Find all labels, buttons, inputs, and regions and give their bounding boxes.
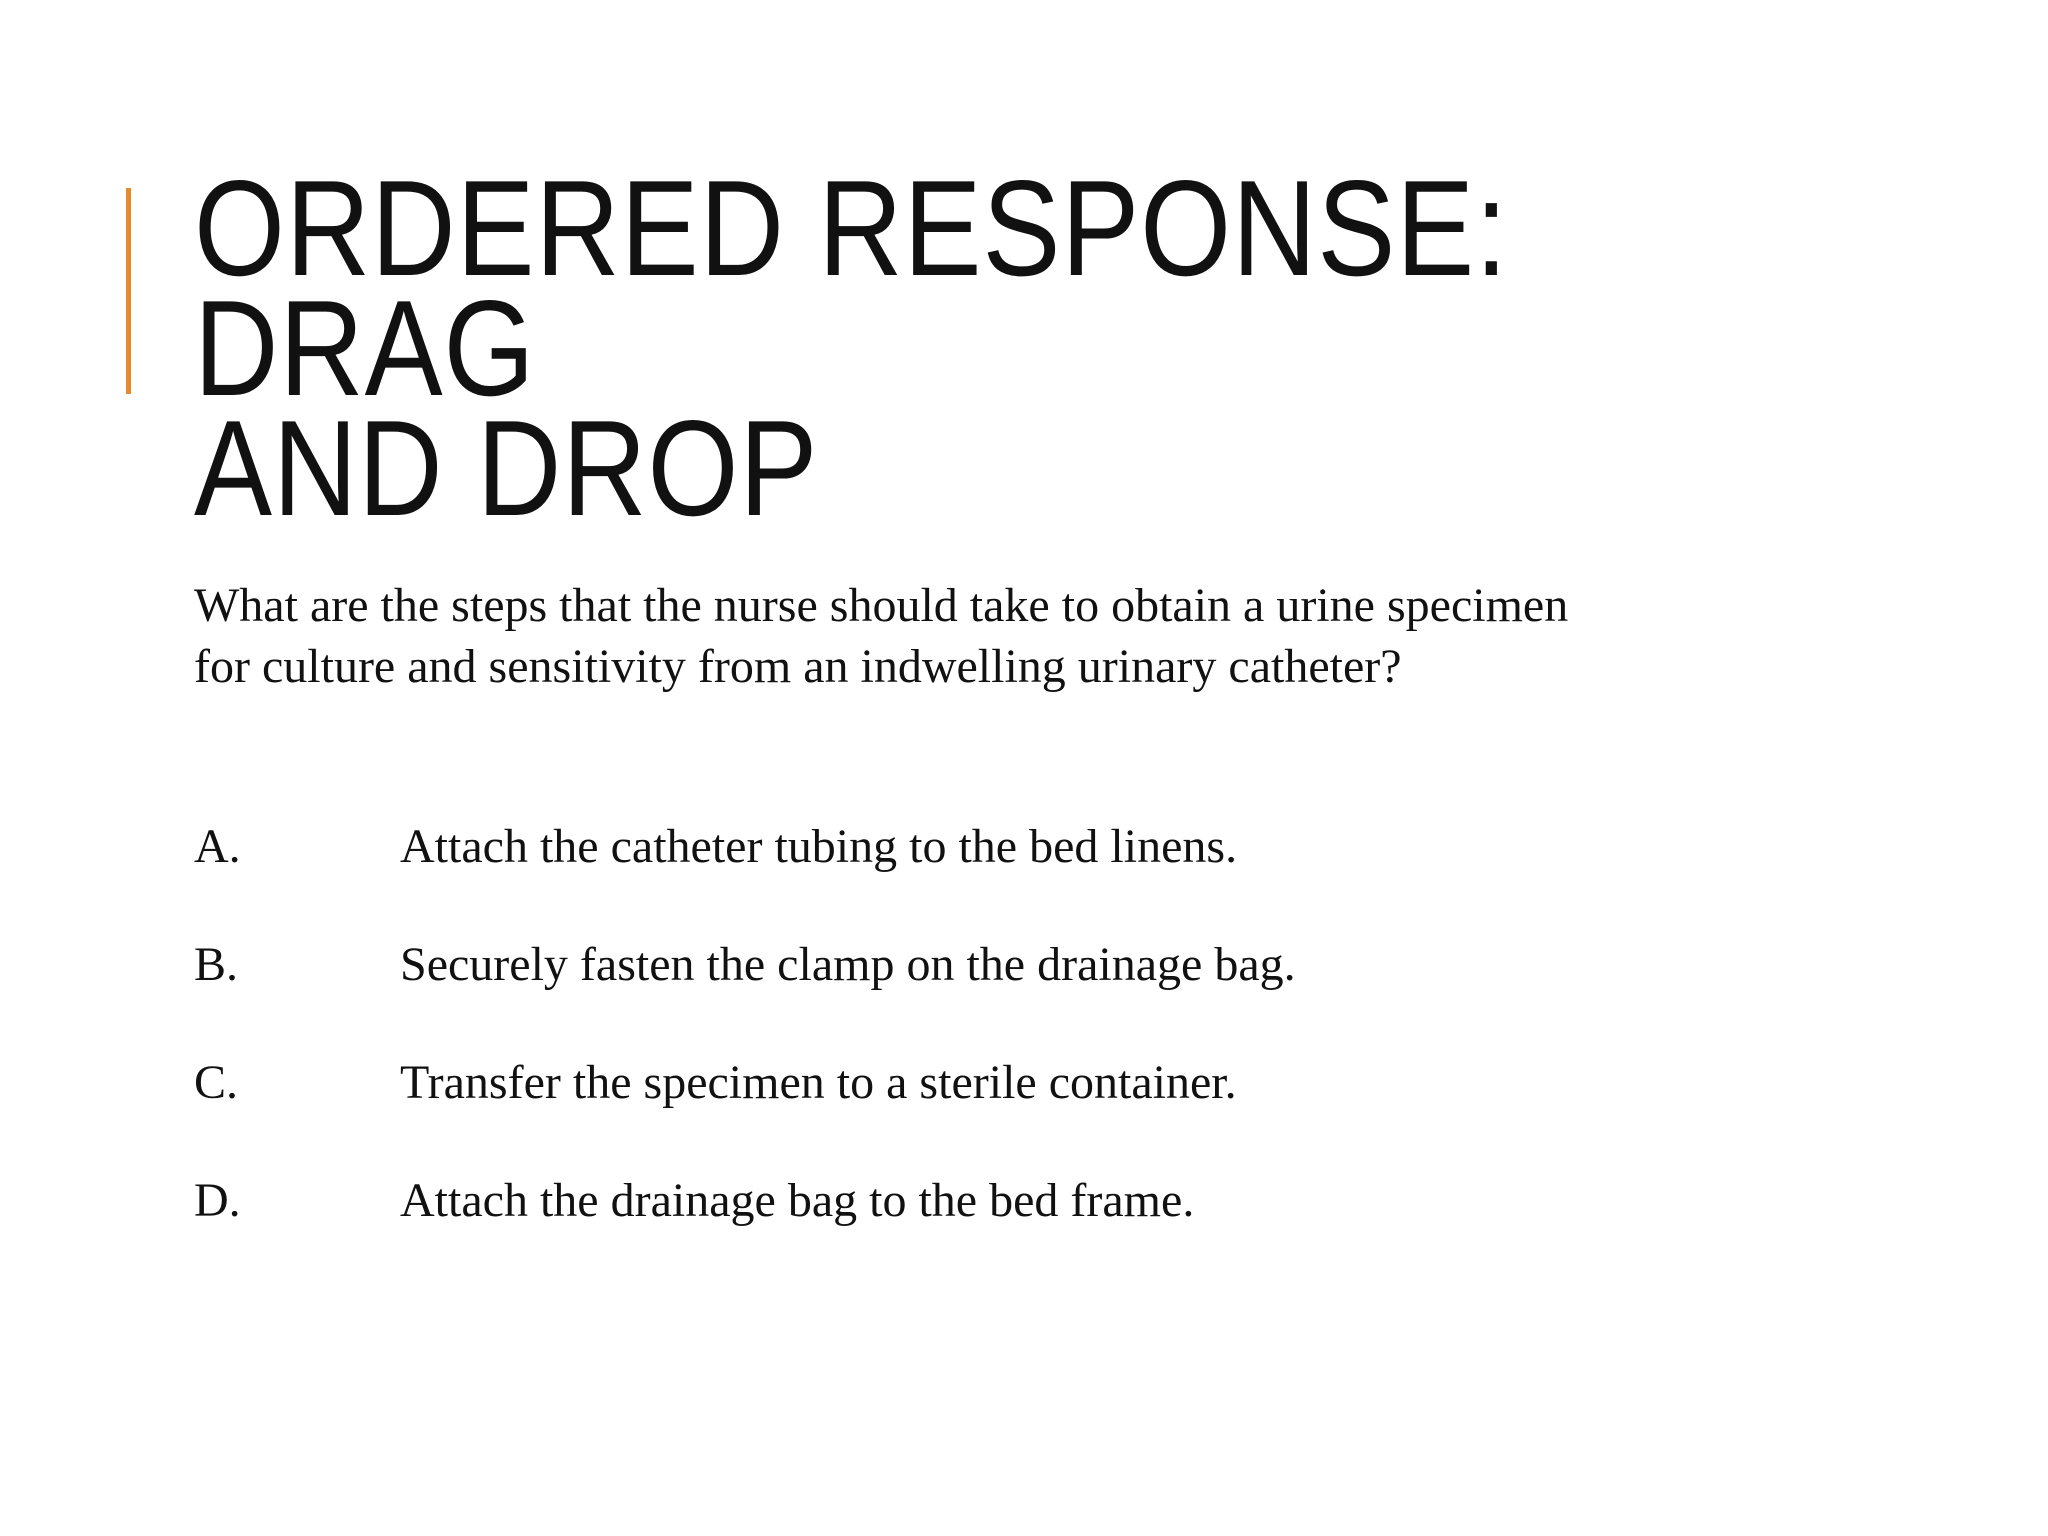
option-text: Attach the drainage bag to the bed frame. bbox=[400, 1174, 1195, 1227]
option-b[interactable] bbox=[194, 935, 1794, 1053]
option-d[interactable] bbox=[194, 1171, 1794, 1289]
question-text: What are the steps that the nurse should take to obtain a urine specimen for culture and sensitivity from an indwelling urinary catheter? bbox=[194, 579, 1569, 693]
slide-title: ORDERED RESPONSE: DRAG AND DROP bbox=[194, 152, 1509, 544]
option-text: Securely fasten the clamp on the drainage bag. bbox=[400, 938, 1296, 991]
option-letter: D. bbox=[194, 1174, 241, 1227]
option-c[interactable] bbox=[194, 1053, 1794, 1171]
option-text: Attach the catheter tubing to the bed linens. bbox=[400, 820, 1238, 873]
option-letter: B. bbox=[194, 938, 239, 991]
title-accent-bar bbox=[126, 188, 131, 394]
option-a[interactable] bbox=[194, 817, 1794, 935]
option-text: Transfer the specimen to a sterile container. bbox=[400, 1056, 1237, 1109]
answer-options-list bbox=[194, 817, 1794, 1289]
option-letter: C. bbox=[194, 1056, 239, 1109]
option-letter: A. bbox=[194, 820, 241, 873]
